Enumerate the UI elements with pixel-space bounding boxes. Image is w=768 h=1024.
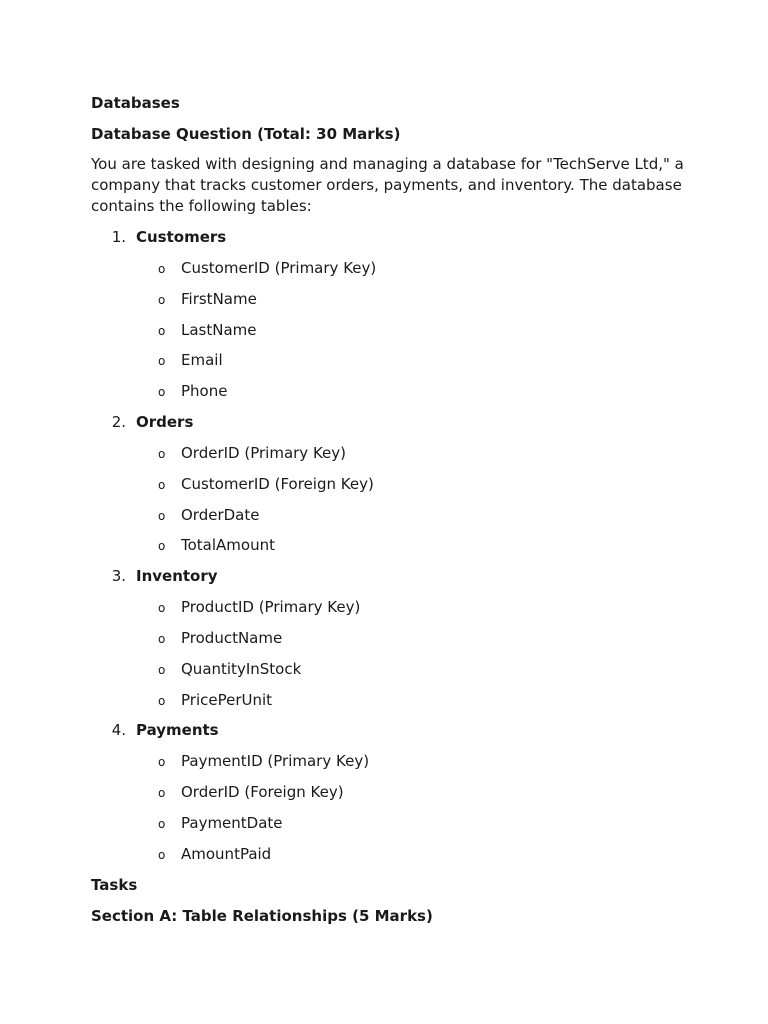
bullet-icon: o bbox=[158, 354, 166, 368]
intro-line: company that tracks customer orders, payments, and inventory. The database bbox=[91, 176, 682, 194]
bullet-icon: o bbox=[158, 663, 166, 677]
list-number: 3. bbox=[111, 567, 126, 585]
bullet-icon: o bbox=[158, 262, 166, 276]
bullet-icon: o bbox=[158, 601, 166, 615]
bullet-icon: o bbox=[158, 694, 166, 708]
heading: Databases bbox=[91, 94, 180, 112]
field-item: OrderDate bbox=[181, 506, 260, 524]
bullet-icon: o bbox=[158, 509, 166, 523]
table-name: Orders bbox=[136, 413, 194, 431]
table-name: Customers bbox=[136, 228, 227, 246]
field-item: OrderID (Primary Key) bbox=[181, 444, 346, 462]
field-item: PaymentDate bbox=[181, 814, 283, 832]
field-item: ProductName bbox=[181, 629, 283, 647]
bullet-icon: o bbox=[158, 755, 166, 769]
intro-line: contains the following tables: bbox=[91, 197, 312, 215]
bullet-icon: o bbox=[158, 786, 166, 800]
field-item: FirstName bbox=[181, 290, 257, 308]
field-item: ProductID (Primary Key) bbox=[181, 598, 361, 616]
bullet-icon: o bbox=[158, 447, 166, 461]
bullet-icon: o bbox=[158, 539, 166, 553]
bullet-icon: o bbox=[158, 848, 166, 862]
field-item: PricePerUnit bbox=[181, 691, 273, 709]
bullet-icon: o bbox=[158, 478, 166, 492]
table-name: Payments bbox=[136, 721, 219, 739]
tasks-heading: Tasks bbox=[91, 876, 138, 894]
question-title: Database Question (Total: 30 Marks) bbox=[91, 125, 401, 143]
bullet-icon: o bbox=[158, 385, 166, 399]
bullet-icon: o bbox=[158, 293, 166, 307]
bullet-icon: o bbox=[158, 817, 166, 831]
field-item: PaymentID (Primary Key) bbox=[181, 752, 370, 770]
section-a-heading: Section A: Table Relationships (5 Marks) bbox=[91, 907, 433, 925]
list-number: 2. bbox=[111, 413, 126, 431]
field-item: OrderID (Foreign Key) bbox=[181, 783, 344, 801]
field-item: AmountPaid bbox=[181, 845, 272, 863]
intro-paragraph bbox=[91, 154, 691, 217]
table-name: Inventory bbox=[136, 567, 218, 585]
bullet-icon: o bbox=[158, 324, 166, 338]
list-number: 4. bbox=[111, 721, 126, 739]
field-item: TotalAmount bbox=[181, 536, 275, 554]
intro-line: You are tasked with designing and managing a database for "TechServe Ltd," a bbox=[91, 155, 684, 173]
field-item: QuantityInStock bbox=[181, 660, 302, 678]
field-item: LastName bbox=[181, 321, 257, 339]
field-item: CustomerID (Primary Key) bbox=[181, 259, 377, 277]
field-item: CustomerID (Foreign Key) bbox=[181, 475, 374, 493]
field-item: Phone bbox=[181, 382, 228, 400]
bullet-icon: o bbox=[158, 632, 166, 646]
field-item: Email bbox=[181, 351, 223, 369]
list-number: 1. bbox=[111, 228, 126, 246]
